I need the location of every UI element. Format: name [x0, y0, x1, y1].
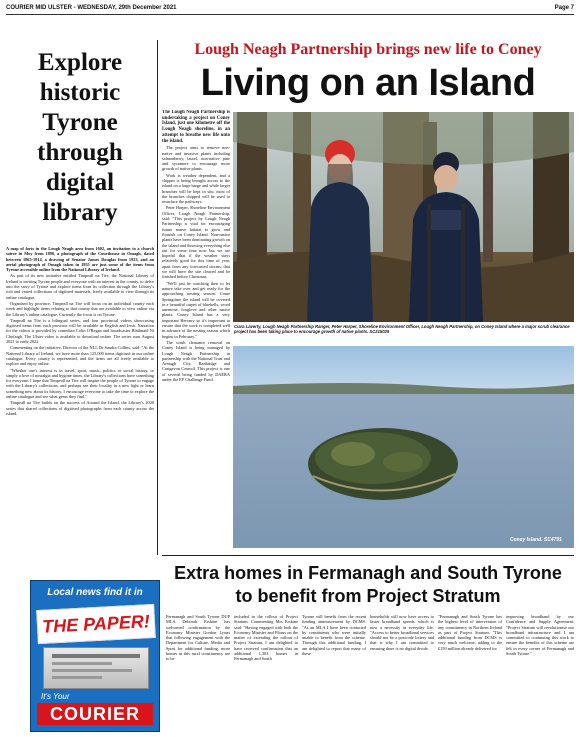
left-story-standfirst: A map of forts in the Lough Neagh area from 1602, an invitation to a church soiree in Moy from 1890, a photograph of the Courthouse in Omagh, dated between 1865-1914, a drawing of Senator James Douglas from 1923, and an aerial photograph of Omagh taken in 1955 are just some of the items from Tyrone accessible online from the National Library of Ireland.	[6, 246, 154, 273]
bottom-story-column-1: Fermanagh and South Tyrone DUP MLA Deborah Erskine has welcomed confirmation by the Economy Minister Gordon Lyons that following engagement with the Department for Culture, Media and Sport for additional funding, more homes in this rural constituency are to be	[166, 614, 230, 662]
masthead	[6, 4, 574, 15]
left-story-paragraph: As part of its new initiative entitled Timpeall na Tíre, the National Library of Ireland is inviting Tyrone people and everyone with an interest in the county, to delve into the story of Tyrone and explore items from its collection through the Library's rich and varied collections of digitised materials, freely available to view through its online catalogue.	[6, 273, 154, 300]
left-story-paragraph: Timpeall na Tíre is a bilingual series, and four provincial videos showcasing digitised items from each province will be available in English and Irish. Narration for the videos is provided by comedian Colin O'Regan and broadcaster Bláthnaid Ní Chofaigh. The Ulster video is available to download online. The series runs August 2021 to early 2022.	[6, 317, 154, 345]
bottom-story-headline: Extra homes in Fermanagh and South Tyrone to benefit from Project Stratum	[174, 563, 562, 606]
main-story-body	[162, 110, 230, 550]
bottom-story-column-3: Tyrone will benefit from the recent funding announcement by DCMS. "As an MLA I have been contacted by constituents who were initially unable to benefit from the scheme. Through this additional funding, I am delighted to report that many of these	[302, 614, 366, 657]
main-story-paragraph: Work is weather dependent, and a chipper is being brought across to the island on a large barge and while larger branches will be kept in situ, most of the branches chipped will be used to resurface the pathways.	[162, 172, 230, 205]
main-story-standfirst: The Lough Neagh Partnership is undertaking a project on Coney Island, just one kilometre off the Lough Neagh shoreline, in an attempt to breathe new life onto the island.	[162, 110, 230, 144]
main-story-paragraph: The project aims to remove non-native and invasive plants including salmonberry, laurel, non-native pine and sycamore to encourage more growth of native plants.	[162, 145, 230, 172]
masthead-date: COURIER MID ULSTER - WEDNESDAY, 29th December 2021	[6, 5, 177, 11]
main-story-paragraph: The scrub clearance removal on Coney Island is being managed by Lough Neagh Partnership in partnership with the National Trust and Armagh City, Banbridge and Craigavon Council. This project is one of several being funded by DAERA under the EF Challenge Fund.	[162, 339, 230, 382]
bottom-story-column-5: "Fermanagh and South Tyrone has the highest level of intervention of any constituency in Northern Ireland as part of Project Stratum. "This additional funding from DCMS is very much welcome, adding to the £150 million already delivered for	[438, 614, 502, 651]
advert-courier-text: COURIER	[49, 704, 140, 724]
left-story-body	[6, 246, 154, 548]
bottom-story-column-6: improving broadband by our Confidence and Supply Agreement. "Project Stratum will revolutionise our broadband infrastructure and I am committed to continuing this work to ensure the benefits of this scheme are felt in every corner of Fermanagh and South Tyrone."	[506, 614, 574, 657]
main-story-paragraph: "We'll just be watching then to let nature take over and get ready for the approaching nesting season. Come Springtime the island will be covered in a beautiful carpet of bluebells, wood anemone, foxglove and other native plants. Coney Island has a very important Heronry so it's important to ensure that the work is completed well in advance of the nesting season which begins in February."	[162, 280, 230, 339]
aerial-photo-caption: Coney Island. SC4791	[510, 537, 562, 543]
column-divider	[157, 40, 158, 555]
people-photo	[233, 112, 574, 322]
left-story-paragraph: Organised by province, Timpeall na Tíre will focus on an individual county each week and highlight items relating to that county that are available to view online via the Library's online catalogue. Currently the focus is on Tyrone.	[6, 300, 154, 317]
advert-paper-text: THE PAPER!	[41, 611, 151, 637]
page-number: Page 7	[554, 5, 574, 11]
left-story-paragraph: Commenting on the initiative, Director of the NLI, Dr Sandra Collins, said: "At the National Library of Ireland, we have more than 125,000 items digitised in our online catalogue. Every county is represented, and the items are all freely available to explore and enjoy online.	[6, 345, 154, 367]
advert-courier-logo	[37, 703, 153, 725]
main-story-kicker: Lough Neagh Partnership brings new life to Coney	[194, 41, 542, 58]
left-story-paragraph: Timpeall na Tíre builds on the success of Around the Island, the Library's 2020 series that shared collections of digitised photographs from each county across the island.	[6, 400, 154, 416]
main-story-paragraph: Peter Harper, Shoreline Environment Officer, Lough Neagh Partnership, said: "This project by Lough Neagh Partnership is vital for encouraging future native habitat to grow and flourish on Coney Island. Non-native plants have been dominating growth on the island and throwing everything else out for some time now but we are hopeful that if the weather stays relatively good for this time of year, apart from any forecasted storms, that we will have the site cleared and be finished before Christmas.	[162, 205, 230, 280]
section-divider	[162, 555, 574, 556]
left-story-paragraph: "Whether one's interest is in travel, sport, music, politics or social history, or simply a love of nostalgia and bygone times, the Library's collections have something for everyone. I hope that Timpeall na Tíre will inspire the people of Tyrone to engage with the Library's collections, and perhaps see their locality in a new light or learn something new about its history. I encourage everyone to take the time to explore the online catalogue and see what gems they find."	[6, 367, 154, 400]
main-story-headline: Living on an Island	[200, 62, 536, 104]
people-photo-caption: Ciara Laverty, Lough Neagh Partnership Ranger, Peter Harper, Shoreline Environment Officer, Lough Neagh Partnership, on Coney Island where a major scrub clearance project has been taking place to encourage growth of native plants. SC215029	[234, 324, 570, 335]
aerial-photo	[233, 346, 574, 548]
advert-newspaper-stack	[43, 647, 149, 689]
aerial-photo-illustration	[233, 346, 574, 548]
people-photo-illustration	[233, 112, 574, 322]
courier-advert[interactable]	[30, 580, 160, 732]
advert-its-your: It's Your	[41, 692, 70, 701]
bottom-story-column-2: included in the rollout of Project Stratum. Commenting Mrs Erskine said: "Having engaged with both the Economy Minister and Fibrus on the matter of extending the rollout of Project Stratum, I am delighted to have received confirmation that an additional 1,303 homes in Fermanagh and South	[234, 614, 298, 662]
bottom-story-column-4: households will now have access to faster broadband speeds, which is now a necessity in everyday life. "Access to better broadband services should not be a postcode lottery and that is why I am committed to ensuring there is no digital divide.	[370, 614, 434, 651]
left-story-headline: Explore historic Tyrone through digital library	[37, 49, 123, 226]
advert-tagline: Local news find it in	[47, 587, 143, 598]
advert-paper-banner	[36, 604, 156, 644]
